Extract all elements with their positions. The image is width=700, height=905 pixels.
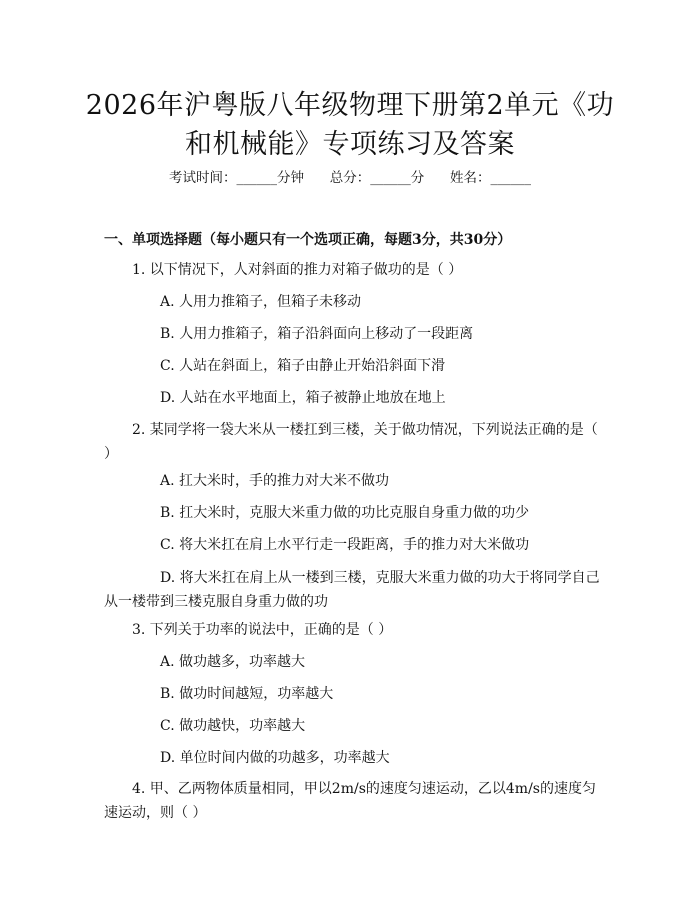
question-4-stem: 4. 甲、乙两物体质量相同，甲以2m/s的速度匀速运动，乙以4m/s的速度匀速运动，则（ ） [104, 781, 596, 821]
question-2-option-c: C. 将大米扛在肩上水平行走一段距离，手的推力对大米做功 [160, 537, 530, 553]
question-1-stem: 1. 以下情况下，人对斜面的推力对箱子做功的是（ ） [132, 262, 463, 278]
section-heading: 一、单项选择题（每小题只有一个选项正确，每题3分，共30分） [104, 232, 512, 248]
question-3-option-c: C. 做功越快，功率越大 [160, 718, 306, 734]
question-2-stem: 2. 某同学将一袋大米从一楼扛到三楼，关于做功情况，下列说法正确的是（ ） [104, 422, 598, 462]
question-3-stem: 3. 下列关于功率的说法中，正确的是（ ） [132, 622, 393, 638]
question-1-option-b: B. 人用力推箱子，箱子沿斜面向上移动了一段距离 [160, 326, 474, 342]
document-title [40, 86, 660, 164]
question-1-option-c: C. 人站在斜面上，箱子由静止开始沿斜面下滑 [160, 358, 446, 374]
question-1-option-a: A. 人用力推箱子，但箱子未移动 [160, 294, 362, 310]
question-1-option-d: D. 人站在水平地面上，箱子被静止地放在地上 [160, 390, 446, 406]
question-3-option-a: A. 做功越多，功率越大 [160, 654, 306, 670]
title-line-2: 和机械能》专项练习及答案 [185, 129, 515, 160]
exam-info-line: 考试时间：______分钟 总分：______分 姓名：______ [169, 170, 531, 186]
question-3-option-d: D. 单位时间内做的功越多，功率越大 [160, 750, 390, 766]
title-line-1: 2026年沪粤版八年级物理下册第2单元《功 [85, 90, 615, 121]
question-3-option-b: B. 做功时间越短，功率越大 [160, 686, 334, 702]
question-2-option-d: D. 将大米扛在肩上从一楼到三楼，克服大米重力做的功大于将同学自己从一楼带到三楼克服自身重力做的功 [104, 570, 600, 610]
question-2-option-b: B. 扛大米时，克服大米重力做的功比克服自身重力做的功少 [160, 505, 530, 521]
question-2-option-a: A. 扛大米时，手的推力对大米不做功 [160, 473, 390, 489]
